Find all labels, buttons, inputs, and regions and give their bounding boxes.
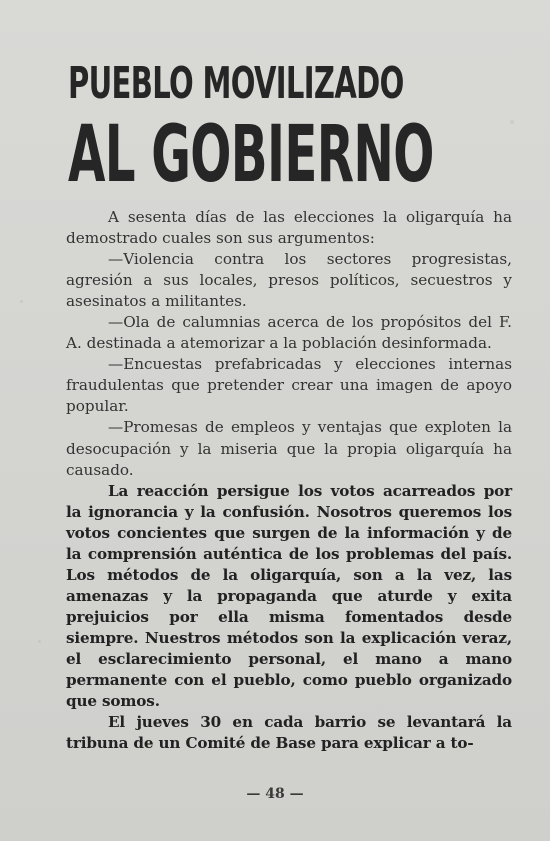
paper-speck (20, 300, 23, 303)
paragraph-slander: —Ola de calumnias acerca de los propósitos del F. A. destinada a atemorizar a la población desinformada. (66, 313, 512, 353)
paragraph-promises: —Promesas de empleos y ventajas que exploten la desocupación y la miseria que la propia oligarquía ha causado. (66, 418, 512, 479)
paper-speck (38, 640, 41, 643)
headline-line-2: AL GOBIERNO (68, 110, 434, 200)
paragraph-intro: A sesenta días de las elecciones la oligarquía ha demostrado cuales son sus argumentos: (66, 208, 512, 248)
paragraph-violence: —Violencia contra los sectores progresistas, agresión a sus locales, presos políticos, secuestros y asesinatos a militantes. (66, 250, 512, 311)
paragraph-thursday: El jueves 30 en cada barrio se levantará la tribuna de un Comité de Base para explicar a to- (66, 713, 512, 753)
paper-speck (510, 120, 514, 124)
headline-line-1: PUEBLO MOVILIZADO (68, 58, 404, 109)
paragraph-reaction: La reacción persigue los votos acarreados por la ignorancia y la confusión. Nosotros queremos los votos concientes que surgen de la información y de la comprensión auténtica de los problemas del país. Los métodos de la oligarquía, son a la vez, las amenazas y la propaganda que aturde y exita prejuicios por ella misma fomentados desde siempre. Nuestros métodos son la explicación veraz, el esclarecimiento personal, el mano a mano permanente con el pueblo, como pueblo organizado que somos. (66, 481, 512, 711)
page-number: — 48 — (246, 786, 304, 802)
paragraph-polls: —Encuestas prefabricadas y elecciones internas fraudulentas que pretender crear una imagen de apoyo popular. (66, 355, 512, 416)
article-body (66, 207, 512, 754)
